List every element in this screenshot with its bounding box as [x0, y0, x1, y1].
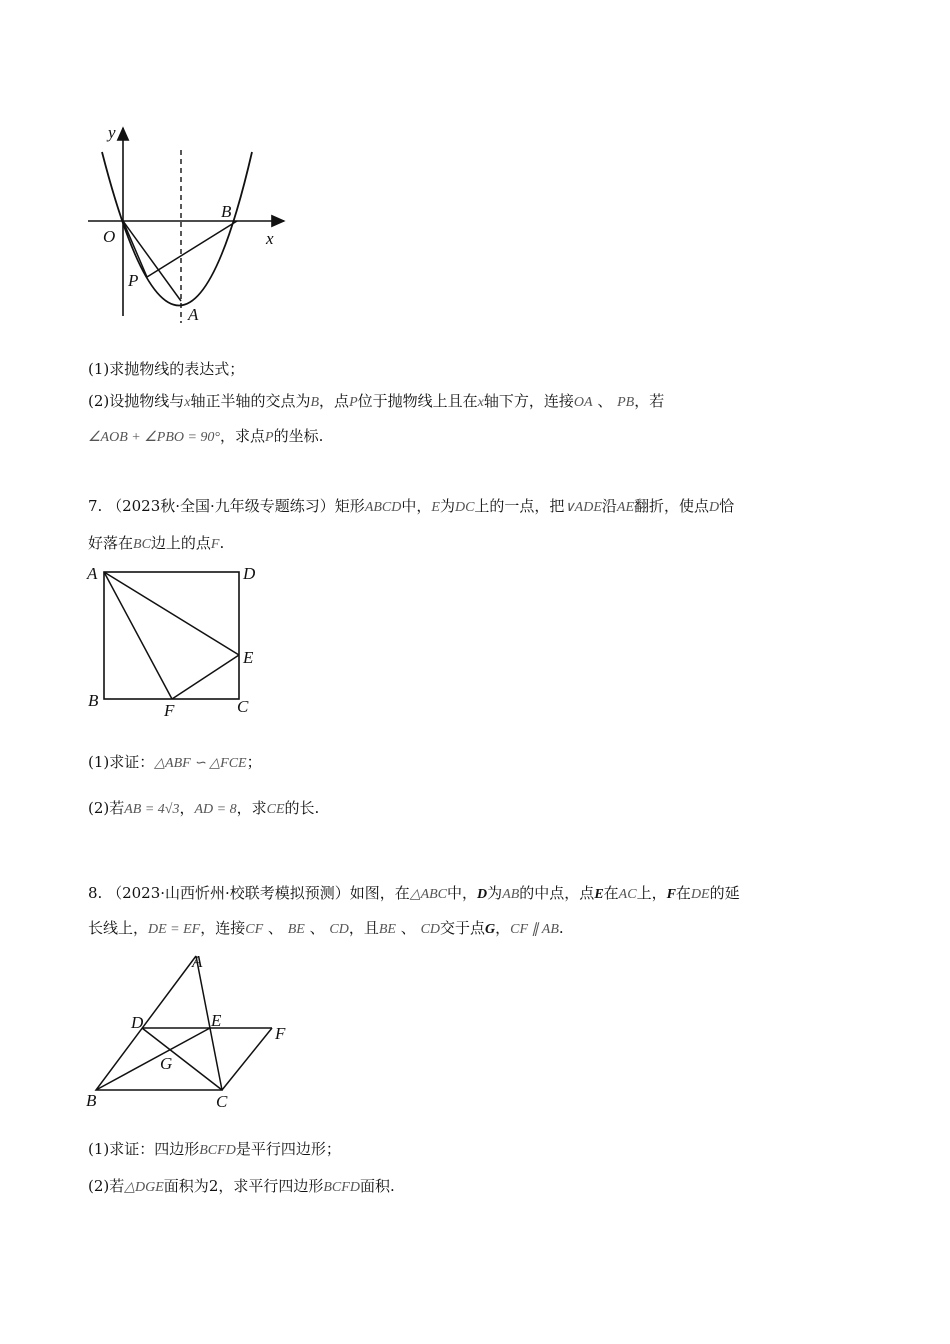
label-O: O: [103, 227, 116, 246]
parallelogram-figure: [82, 948, 302, 1112]
label-C: C: [237, 697, 249, 716]
rectangle-ABCD: [104, 572, 239, 699]
label-F: F: [164, 701, 175, 720]
label-A: A: [188, 305, 199, 324]
segment-FE: [172, 655, 239, 699]
q8-part1: (1)求证：四边形BCFD是平行四边形；: [88, 1140, 341, 1158]
q6-part2: (2)设抛物线与x轴正半轴的交点为B，点P位于抛物线上且在x轴下方，连接OA 、 PB，若: [88, 392, 665, 410]
q7-part2: (2)若AB = 4√3，AD = 8，求CE的长.: [88, 799, 320, 817]
q6-part2-cont: ∠AOB + ∠PBO = 90°，求点P的坐标.: [88, 427, 324, 445]
label-F: F: [275, 1024, 286, 1043]
label-G: G: [160, 1054, 173, 1073]
label-A: A: [87, 564, 98, 583]
label-D: D: [131, 1013, 144, 1032]
label-A: A: [192, 952, 203, 971]
parabola-curve: [102, 152, 252, 306]
label-x: x: [266, 229, 274, 248]
q6-part1: (1)求抛物线的表达式；: [88, 360, 245, 378]
segment-AE: [104, 572, 239, 655]
segment-AF: [104, 572, 172, 699]
q8-stem-line2: 长线上，DE = EF，连接CF 、 BE 、 CD，且BE 、 CD交于点G，CF ∥ AB.: [88, 919, 564, 937]
label-D: D: [243, 564, 256, 583]
triangle-ABC: [96, 956, 222, 1090]
q8-part2: (2)若△DGE面积为2，求平行四边形BCFD面积.: [88, 1177, 395, 1195]
q8-stem-line1: 8. （2023·山西忻州·校联考模拟预测）如图，在△ABC中，D为AB的中点，点E在AC上，F在DE的延: [88, 884, 740, 902]
label-E: E: [211, 1011, 222, 1030]
label-C: C: [216, 1092, 228, 1111]
label-E: E: [243, 648, 254, 667]
q7-stem-line2: 好落在BC边上的点F.: [88, 534, 225, 552]
rectangle-figure: [82, 560, 272, 722]
q7-part1: (1)求证：△ABF ∽ △FCE；: [88, 753, 262, 771]
label-y: y: [108, 123, 116, 142]
segment-CF: [222, 1028, 272, 1090]
label-P: P: [128, 271, 139, 290]
label-B: B: [88, 691, 99, 710]
q7-stem-line1: 7. （2023秋·全国·九年级专题练习）矩形ABCD中，E为DC上的一点，把∨ADE沿AE翻折，使点D恰: [88, 497, 735, 515]
label-B: B: [221, 202, 232, 221]
parabola-figure: [80, 120, 300, 330]
label-B: B: [86, 1091, 97, 1110]
